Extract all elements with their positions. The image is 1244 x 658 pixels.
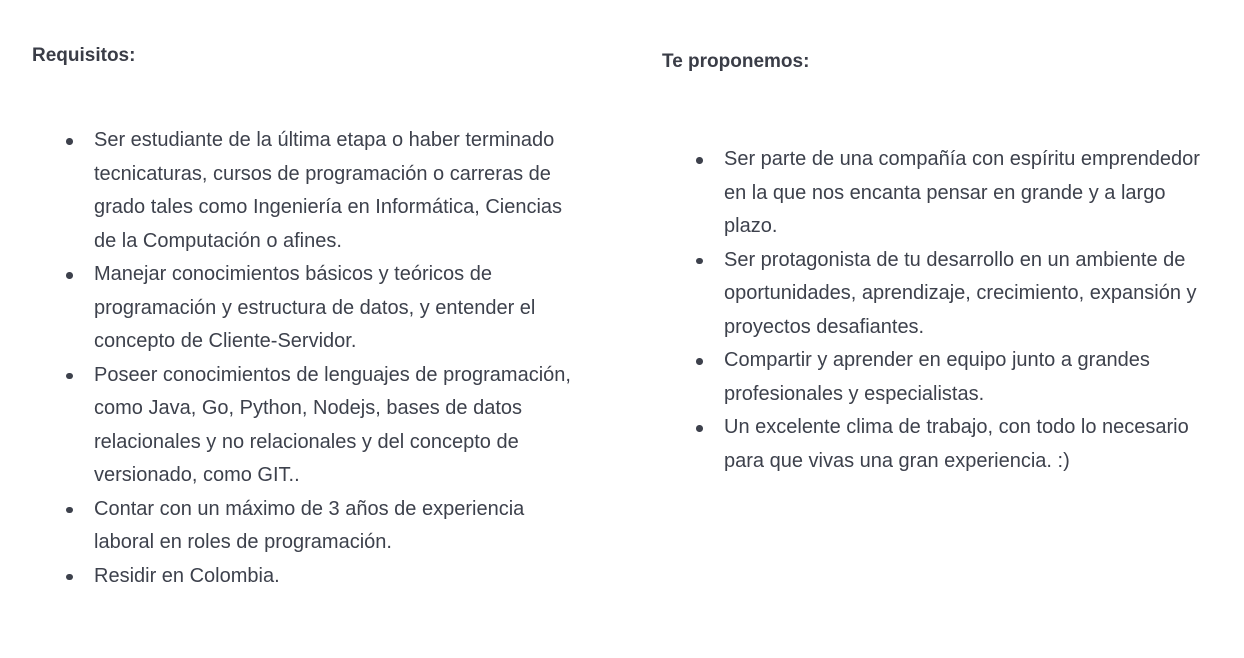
requirement-item — [32, 560, 586, 594]
requirement-text: Residir en Colombia. — [94, 564, 280, 587]
offer-text: Compartir y aprender en equipo junto a grandes profesionales y especialistas. — [724, 349, 1150, 405]
bullet-icon — [66, 138, 73, 145]
offer-text: Un excelente clima de trabajo, con todo lo necesario para que vivas una gran experiencia. :) — [724, 416, 1189, 472]
bullet-icon — [66, 272, 73, 279]
bullet-icon — [696, 358, 703, 365]
offer-text: Ser parte de una compañía con espíritu emprendedor en la que nos encanta pensar en grande y a largo plazo. — [724, 148, 1200, 237]
offer-text: Ser protagonista de tu desarrollo en un ambiente de oportunidades, aprendizaje, crecimiento, expansión y proyectos desafiantes. — [724, 248, 1197, 338]
offer-heading: Te proponemos: — [662, 51, 810, 72]
offer-item — [662, 411, 1212, 478]
bullet-icon — [66, 574, 73, 581]
requirement-item — [32, 124, 586, 258]
requirement-text: Ser estudiante de la última etapa o haber terminado tecnicaturas, cursos de programación o carreras de grado tales como Ingeniería en Informática, Ciencias de la Computación o afines. — [94, 129, 563, 252]
requirement-text: Contar con un máximo de 3 años de experiencia laboral en roles de programación. — [94, 497, 525, 553]
requirement-item — [32, 493, 586, 560]
bullet-icon — [696, 157, 703, 164]
bullet-icon — [696, 425, 703, 432]
requirements-heading: Requisitos: — [32, 45, 136, 66]
requirements-list — [32, 124, 592, 593]
offer-item — [662, 344, 1212, 411]
offer-item — [662, 143, 1212, 244]
requirement-text: Manejar conocimientos básicos y teóricos de programación y estructura de datos, y entender el concepto de Cliente-Servidor. — [94, 263, 536, 352]
requirement-item — [32, 359, 586, 493]
bullet-icon — [696, 258, 703, 265]
requirement-item — [32, 258, 586, 359]
offer-item — [662, 244, 1212, 345]
bullet-icon — [66, 507, 73, 514]
requirement-text: Poseer conocimientos de lenguajes de programación, como Java, Go, Python, Nodejs, bases de datos relacionales y no relacionales y del concepto de versionado, como GIT.. — [94, 363, 571, 486]
bullet-icon — [66, 373, 73, 380]
offer-list — [662, 143, 1222, 478]
